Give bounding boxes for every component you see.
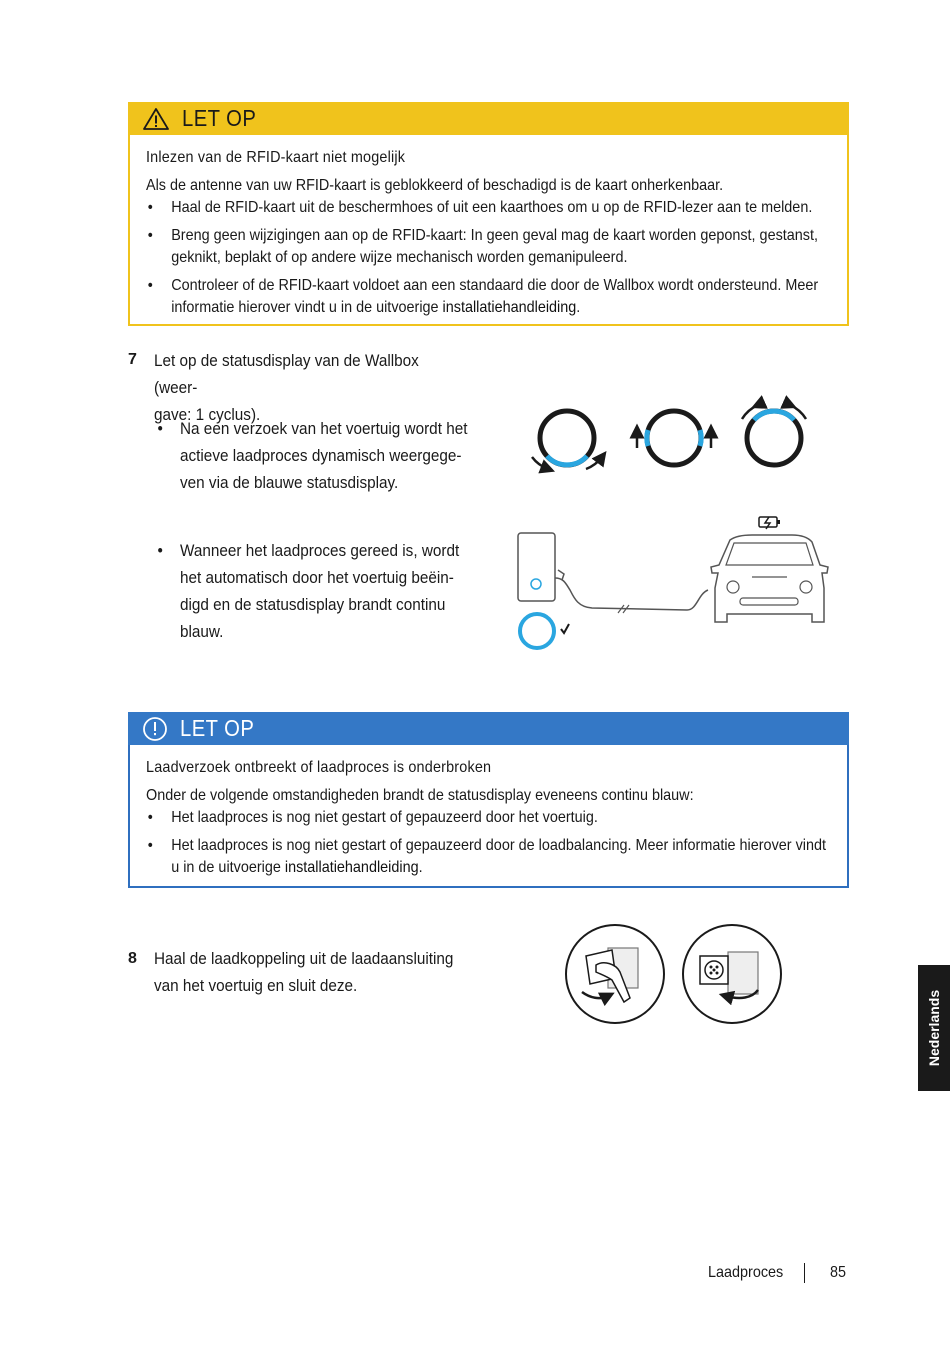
status-display-animation-illustration: [520, 395, 820, 480]
installation-manual-link[interactable]: installatiehandleiding: [442, 299, 577, 316]
step-8-text: [154, 945, 460, 999]
step-8-line: van het voertuig en sluit deze.: [154, 976, 358, 995]
warning-bullet: • Breng geen wijzigingen aan op de RFID-kaart: In geen geval mag de kaart worden geponst, gestanst, geknikt, beplakt of op andere wijze mechanisch worden gemanipuleerd.: [146, 225, 830, 269]
warning-box: [128, 102, 849, 326]
bullet-line: digd en de statusdisplay brandt continu: [180, 595, 446, 614]
bullet-line: ven via de blauwe statusdisplay.: [180, 473, 399, 492]
page-number: 85: [830, 1264, 847, 1281]
step-7-line: gave: 1 cyclus).: [154, 405, 261, 424]
step-7-bullet-dynamic: [157, 415, 468, 496]
warning-bullet: • Haal de RFID-kaart uit de beschermhoes of uit een kaarthoes om u op de RFID-lezer aan te melden.: [146, 197, 830, 219]
warning-bullet-suffix: .: [576, 299, 581, 316]
step-8-number: 8: [128, 950, 137, 967]
bullet-line: Wanneer het laadproces gereed is, wordt: [180, 541, 460, 560]
installation-manual-link[interactable]: installatiehandleiding: [284, 859, 419, 876]
warning-intro: Als de antenne van uw RFID-kaart is geblokkeerd of beschadigd is de kaart onherkenbaar.: [146, 177, 724, 194]
bullet-line: Na een verzoek van het voertuig wordt het: [180, 419, 468, 438]
bullet-dot: •: [157, 541, 163, 560]
step-7-bullet-finished: [157, 537, 468, 645]
footer-section: Laadproces: [708, 1264, 784, 1281]
bullet-line: blauw.: [180, 622, 224, 641]
unplug-and-close-illustration: [560, 920, 790, 1030]
wallbox-car-illustration: [512, 510, 837, 655]
warning-bullet: [146, 275, 830, 319]
note-title: Laadverzoek ontbreekt of laadproces is onderbroken: [146, 759, 492, 776]
warning-bullet-list: [146, 197, 830, 319]
note-bullet: • Het laadproces is nog niet gestart of gepauzeerd door het voertuig.: [146, 807, 830, 829]
battery-charging-icon: [759, 517, 780, 529]
warning-heading: LET OP: [182, 105, 257, 131]
warning-triangle-icon: [142, 107, 170, 131]
note-bullet-list: [146, 807, 830, 879]
wallbox-icon: [518, 533, 708, 613]
note-bullet-suffix: .: [418, 859, 423, 876]
warning-bullet-text: Controleer of de RFID-kaart voldoet aan een standaard die door de Wallbox wordt ondersteund. Meer informatie hierover vindt u in de uitvoerige: [171, 277, 819, 316]
language-tab-label: Nederlands: [926, 989, 942, 1067]
status-ring-side-icon: [637, 411, 711, 465]
status-ring-top-icon: [742, 405, 806, 465]
warning-header: [128, 102, 849, 135]
language-tab: [918, 965, 950, 1091]
bullet-line: het automatisch door het voertuig beëin-: [180, 568, 454, 587]
car-icon: [711, 535, 828, 622]
note-box: [128, 712, 849, 888]
step-7-line: Let op de statusdisplay van de Wallbox (weer-: [154, 351, 419, 397]
step-7-number: 7: [128, 351, 137, 368]
close-charging-flap-icon: [683, 925, 781, 1023]
unplug-connector-icon: [566, 925, 664, 1023]
note-intro: Onder de volgende omstandigheden brandt de statusdisplay eveneens continu blauw:: [146, 787, 694, 804]
exclamation-circle-icon: [142, 716, 168, 742]
note-bullet-text: Het laadproces is nog niet gestart of gepauzeerd door de loadbalancing. Meer informatie hierover vindt u in de uitvoerige: [171, 837, 826, 876]
note-heading: LET OP: [180, 715, 255, 741]
bullet-line: actieve laadproces dynamisch weergege-: [180, 446, 462, 465]
footer-separator: [804, 1263, 805, 1283]
status-ring-bottom-icon: [532, 411, 602, 469]
note-header: [128, 712, 849, 745]
step-8-line: Haal de laadkoppeling uit de laadaansluiting: [154, 949, 454, 968]
bullet-dot: •: [157, 419, 163, 438]
warning-title: Inlezen van de RFID-kaart niet mogelijk: [146, 149, 406, 166]
status-ring-steady-icon: [520, 614, 569, 648]
note-bullet: [146, 835, 830, 879]
